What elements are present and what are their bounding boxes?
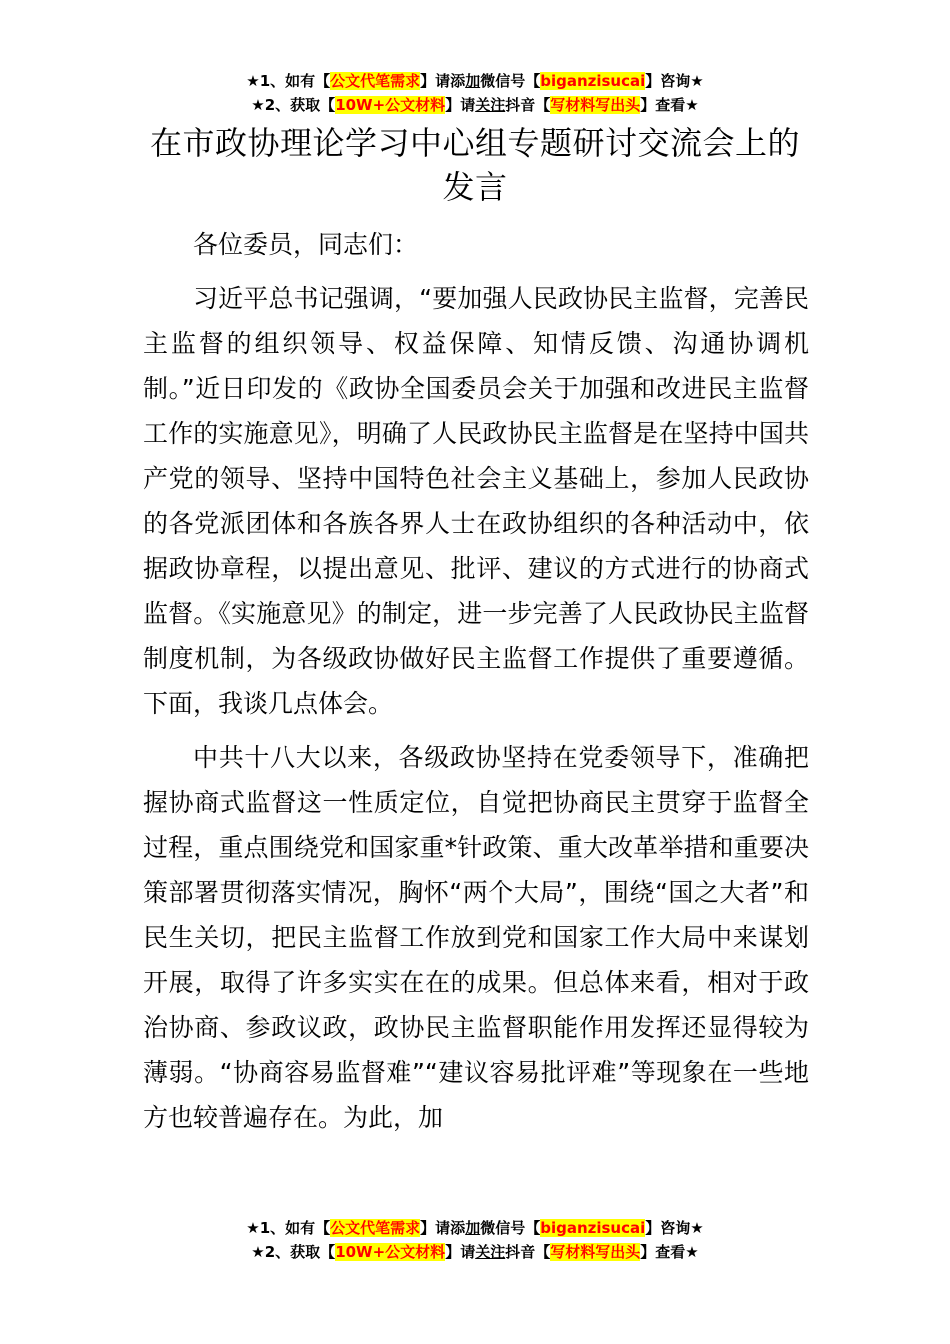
body-paragraph: 习近平总书记强调，“要加强人民政协民主监督，完善民主监督的组织领导、权益保障、知情反馈、沟通协调机制。”近日印发的《政协全国委员会关于加强和改进民主监督工作的实施意见》，明确了人民政协民主监督是在坚持中国共产党的领导、坚持中国特色社会主义基础上，参加人民政协的各党派团体和各族各界人士在政协组织的各种活动中，依据政协章程，以提出意见、批评、建议的方式进行的协商式监督。《实施意见》的制定，进一步完善了人民政协民主监督制度机制，为各级政协做好民主监督工作提供了重要遵循。下面，我谈几点体会。 <box>143 284 809 718</box>
promo-text: 抖音【 <box>505 1243 551 1261</box>
promo-line-1 <box>0 69 950 93</box>
promo-text: 】咨询★ <box>645 1219 704 1237</box>
promo-text: 】咨询★ <box>645 72 704 90</box>
promo-highlight: 写材料写出头 <box>550 96 641 114</box>
promo-text: 】请添 <box>420 1219 466 1237</box>
promo-line-2 <box>0 93 950 117</box>
promo-highlight: 10W+公文材料 <box>335 96 446 114</box>
promo-text: ★2、获取【 <box>251 1243 336 1261</box>
promo-highlight: 公文代笔需求 <box>330 1219 421 1237</box>
promo-underlined-text: 加 <box>465 72 481 90</box>
promo-text: 微信号【 <box>480 1219 541 1237</box>
promo-highlight: 10W+公文材料 <box>335 1243 446 1261</box>
promo-highlight: biganzisucai <box>540 1219 646 1237</box>
promo-underlined-text: 加 <box>465 1219 481 1237</box>
promo-highlight: 写材料写出头 <box>550 1243 641 1261</box>
promo-text: ★1、如有【 <box>246 1219 331 1237</box>
document-body <box>143 222 809 1149</box>
promo-highlight: 公文代笔需求 <box>330 72 421 90</box>
promo-text: ★1、如有【 <box>246 72 331 90</box>
footer-promo-banner <box>0 1216 950 1264</box>
promo-highlight: biganzisucai <box>540 72 646 90</box>
promo-underlined-text: 关注 <box>475 96 506 114</box>
promo-line-1 <box>0 1216 950 1240</box>
promo-text: 】查看★ <box>640 1243 699 1261</box>
promo-text: 抖音【 <box>505 96 551 114</box>
promo-underlined-text: 关注 <box>475 1243 506 1261</box>
document-title: 在市政协理论学习中心组专题研讨交流会上的发言 <box>149 124 800 206</box>
promo-text: 】查看★ <box>640 96 699 114</box>
promo-text: 微信号【 <box>480 72 541 90</box>
promo-text: ★2、获取【 <box>251 96 336 114</box>
promo-text: 】请 <box>445 96 476 114</box>
promo-text: 】请添 <box>420 72 466 90</box>
body-paragraph: 中共十八大以来，各级政协坚持在党委领导下，准确把握协商式监督这一性质定位，自觉把协商民主贯穿于监督全过程，重点围绕党和国家重*针政策、重大改革举措和重要决策部署贯彻落实情况，胸怀“两个大局”，围绕“国之大者”和民生关切，把民主监督工作放到党和国家工作大局中来谋划开展，取得了许多实实在在的成果。但总体来看，相对于政治协商、参政议政，政协民主监督职能作用发挥还显得较为薄弱。“协商容易监督难”“建议容易批评难”等现象在一些地方也较普遍存在。为此，加 <box>143 743 809 1132</box>
promo-text: 】请 <box>445 1243 476 1261</box>
salutation: 各位委员，同志们： <box>193 230 419 259</box>
header-promo-banner <box>0 69 950 117</box>
promo-line-2 <box>0 1240 950 1264</box>
